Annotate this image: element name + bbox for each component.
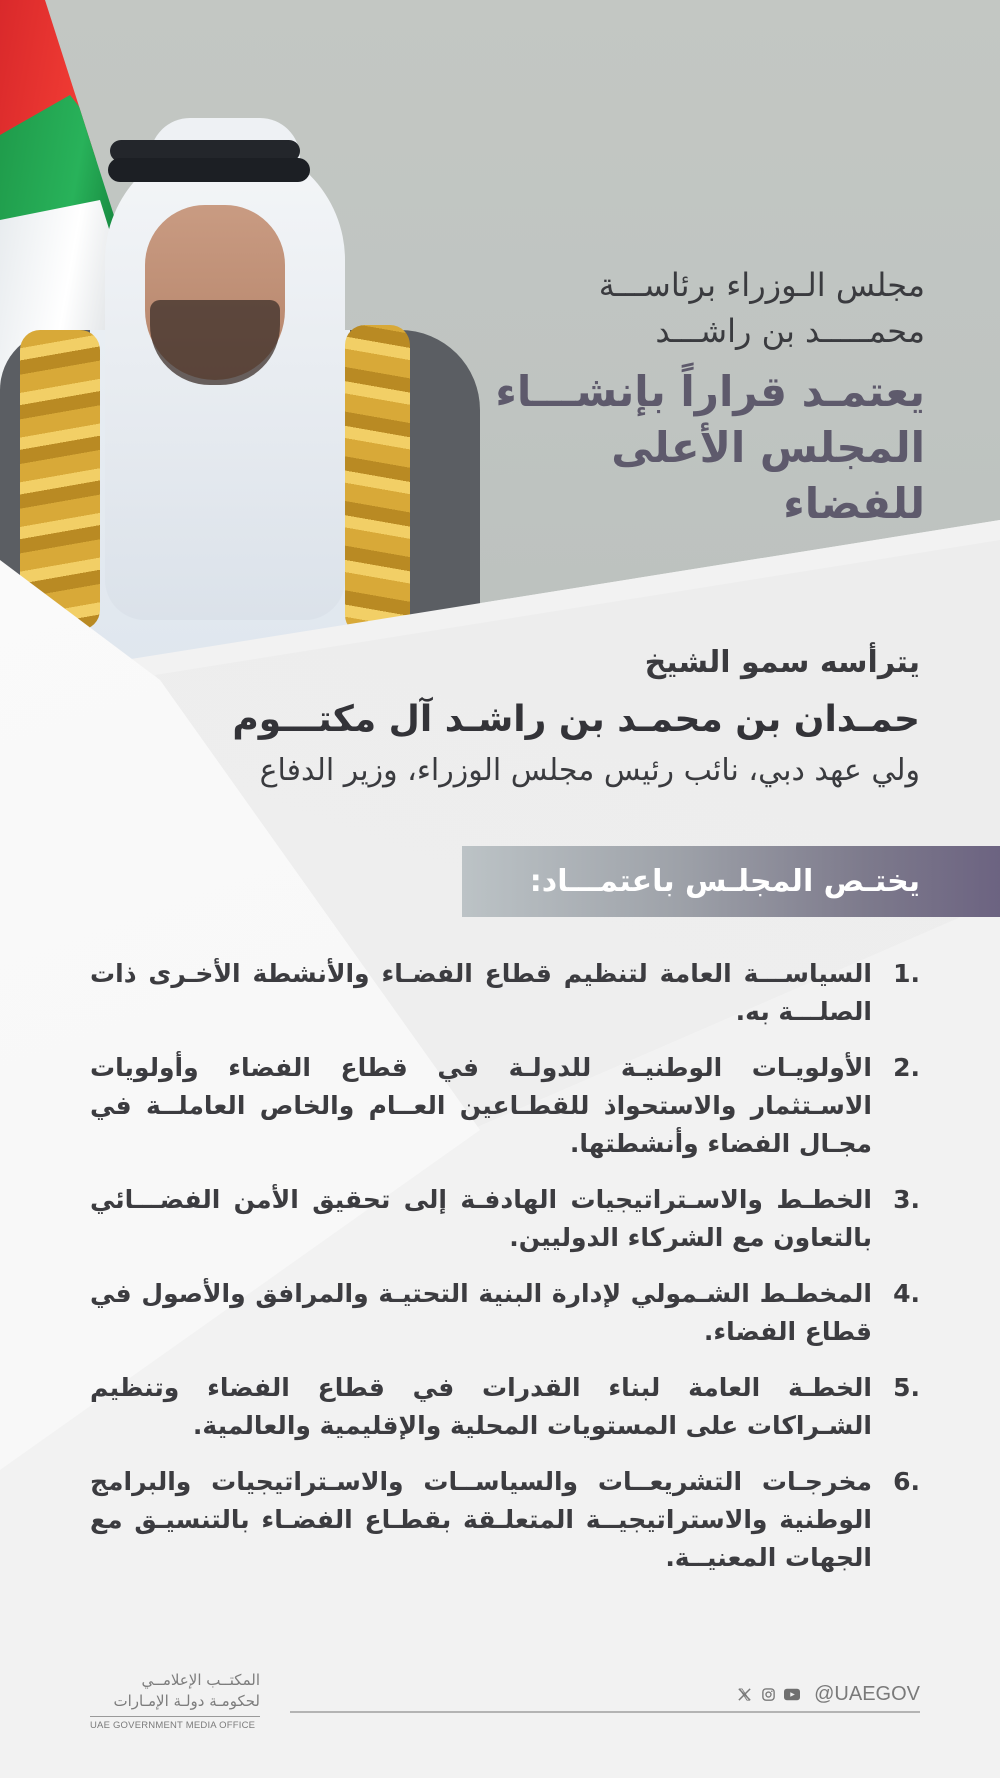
headline-subtitle-line1: مجلس الـوزراء برئاســـة: [598, 266, 925, 304]
logo-divider: [90, 1716, 260, 1717]
headline-block: [495, 262, 925, 532]
portrait-photo: [0, 0, 480, 680]
list-item-number: 5.: [893, 1373, 920, 1402]
list-item-number: 1.: [893, 959, 920, 988]
list-item: [90, 1463, 920, 1577]
list-item-number: 4.: [893, 1279, 920, 1308]
logo-english: UAE GOVERNMENT MEDIA OFFICE: [90, 1720, 256, 1731]
headline-subtitle-line2: محمـــــد بن راشـــد: [655, 312, 925, 350]
chair-name: حمـدان بن محمـد بن راشـد آل مكتـــوم: [232, 699, 920, 740]
section-heading: يختـص المجلـس باعتمـــاد:: [529, 864, 920, 899]
chair-intro: يترأسه سمو الشيخ: [644, 645, 920, 680]
footer-divider: [290, 1711, 920, 1713]
section-heading-band: [462, 846, 1000, 917]
list-item: [90, 1049, 920, 1163]
list-item-number: 6.: [893, 1467, 920, 1496]
list-item-number: 3.: [893, 1185, 920, 1214]
list-item-number: 2.: [893, 1053, 920, 1082]
social-links: [736, 1683, 920, 1706]
list-item: [90, 1369, 920, 1445]
list-item-text: مخرجـات التشريعــات والسياســات والاسـتراتيجيات والبرامج الوطنية والاستراتيجيــة المتعلـقة بقطـاع الفضـاء بالتنسيـق مع الجهات المعنيــة.: [90, 1467, 872, 1572]
list-item-text: الأولويـات الوطنيـة للدولـة في قطاع الفضاء وأولويات الاسـتثمار والاستحواذ للقطـاعين العــام والخاص العاملــة في مجـال الفضاء وأنشطتها.: [90, 1053, 872, 1158]
x-icon[interactable]: [736, 1687, 752, 1703]
mandate-list: [90, 955, 920, 1595]
chair-block: [160, 640, 920, 794]
instagram-icon[interactable]: [760, 1687, 776, 1703]
social-handle[interactable]: @UAEGOV: [814, 1683, 920, 1705]
list-item-text: السياســـة العامة لتنظيم قطاع الفضـاء والأنشطة الأخـرى ذات الصلـــة به.: [90, 959, 872, 1026]
logo-arabic-line2: لحكومـة دولـة الإمـارات: [113, 1692, 260, 1710]
headline-title: [495, 364, 925, 532]
list-item: [90, 1275, 920, 1351]
list-item-text: الخطـط والاسـتراتيجيات الهادفـة إلى تحقيق الأمن الفضـــائي بالتعاون مع الشركاء الدوليين.: [90, 1185, 872, 1252]
list-item-text: المخطـط الشـمولي لإدارة البنية التحتيـة والمرافق والأصول في قطاع الفضاء.: [90, 1279, 872, 1346]
media-office-logo: [90, 1670, 260, 1731]
headline-title-line2: المجلس الأعلى للفضاء: [611, 423, 925, 528]
list-item: [90, 955, 920, 1031]
youtube-icon[interactable]: [784, 1687, 800, 1703]
chair-role: ولي عهد دبي، نائب رئيس مجلس الوزراء، وزير الدفاع: [259, 753, 920, 788]
headline-title-line1: يعتمـد قراراً بإنشـــاء: [495, 367, 925, 416]
list-item: [90, 1181, 920, 1257]
logo-arabic-line1: المكتــب الإعلامــي: [141, 1671, 260, 1689]
list-item-text: الخطـة العامة لبناء القدرات في قطاع الفضاء وتنظيم الشـراكات على المستويات المحلية والإقليمية والعالمية.: [90, 1373, 872, 1440]
